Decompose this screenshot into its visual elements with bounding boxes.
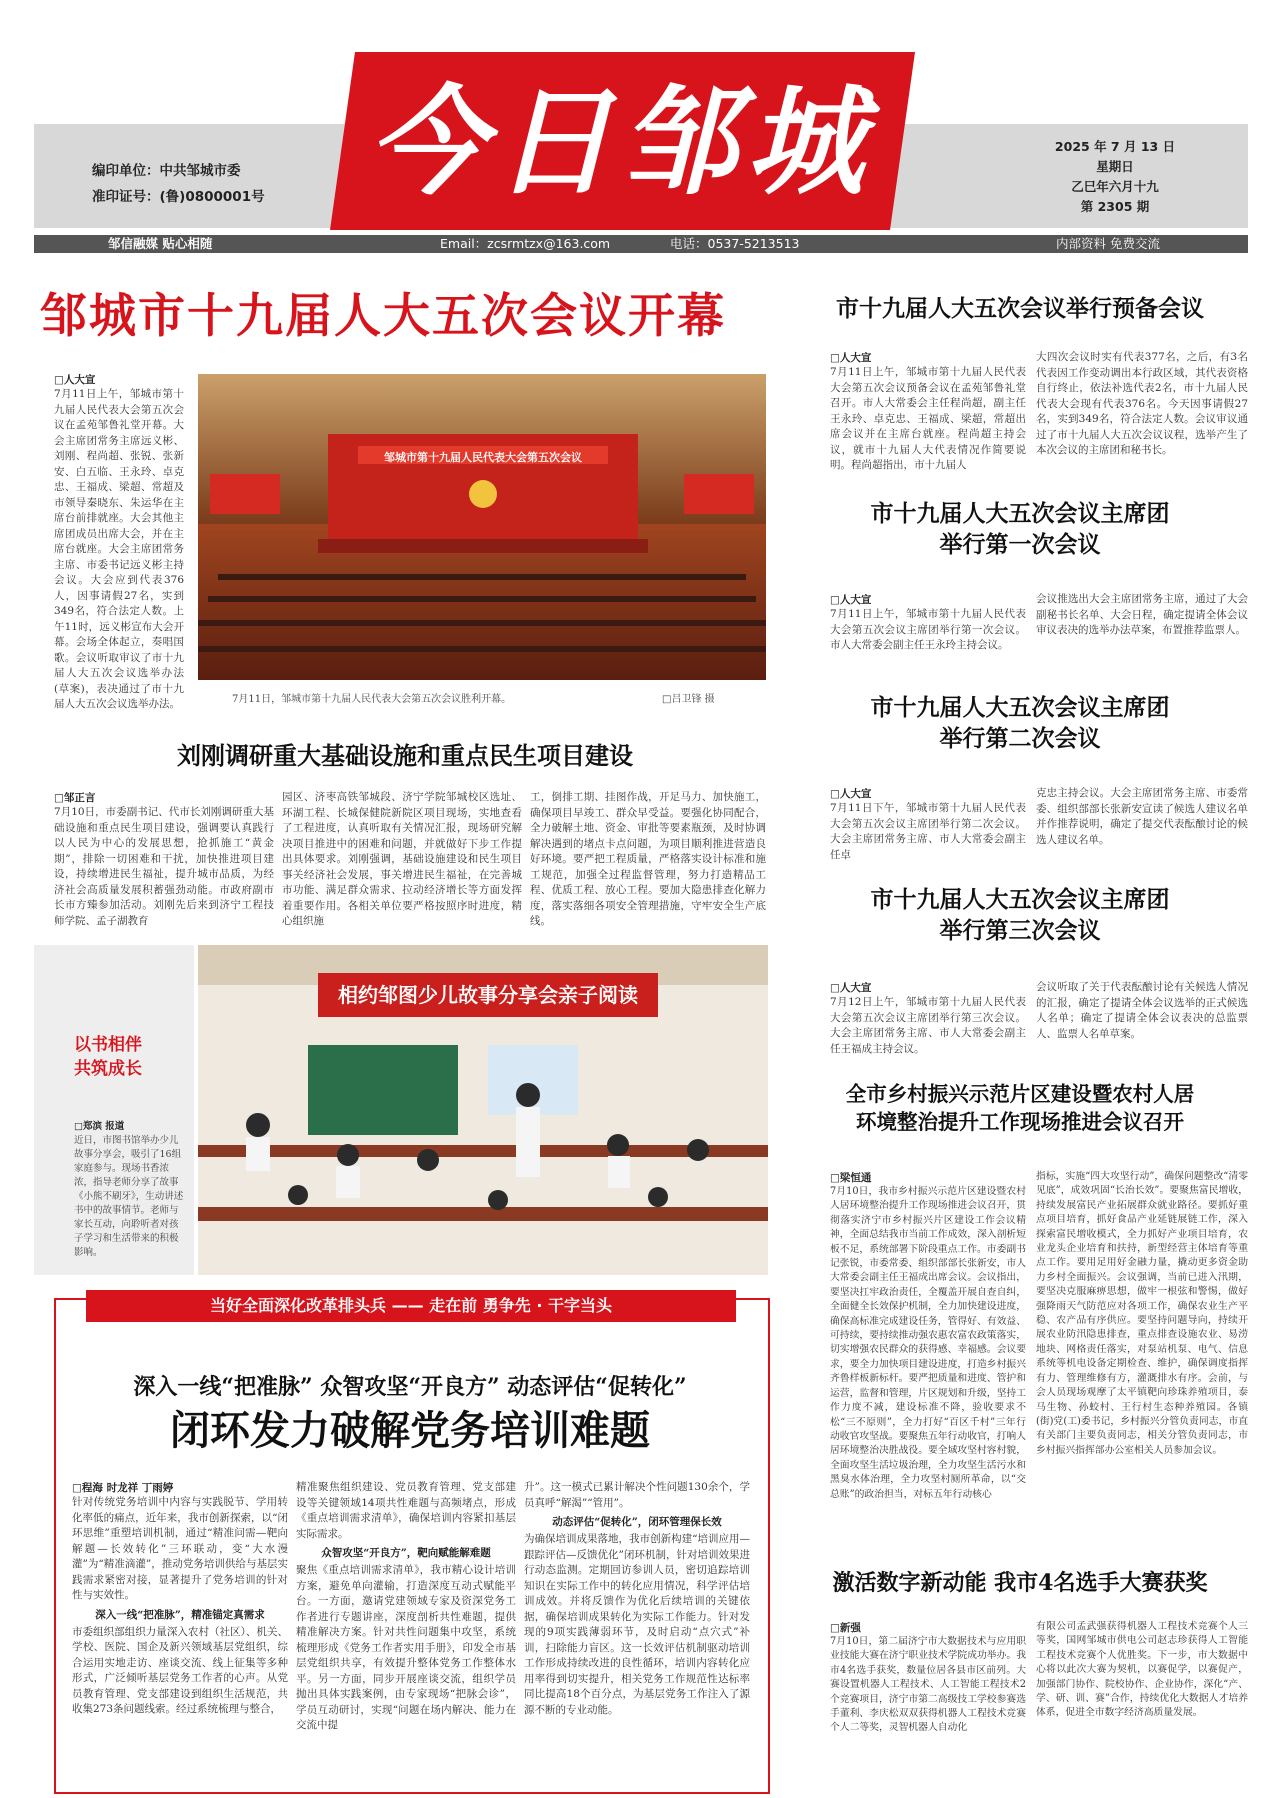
p3-headline: 市十九届人大五次会议主席团 举行第三次会议 — [870, 886, 1170, 944]
data-body-1: 7月10日，第二届济宁市大数据技术与应用职业技能大赛在济宁职业技术学院成功举办。我市4名选手获奖，数量位居各县市区前列。大赛设置机器人工程技术、人工智能工程技术2个竞赛项目，济宁市第二高级技工学校参赛选手董利、李庆松双双获得机器人工程技术竞赛个人二等奖，灵智机器人自动化 — [830, 1636, 1026, 1734]
rural-col1 — [830, 1170, 1026, 1502]
party-body-2b: 聚焦《重点培训需求清单》，我市精心设计培训方案，避免单向灌输，打造深度互动式赋能平台。一方面，邀请党建领域专家及资深党务工作者进行专题讲座，深度剖析共性难题，提供精准解决方案。针对共性问题集中攻坚，系统梳理形成《党务工作者实用手册》，印发全市基层党组织共享，有效提升整体党务工作整体水平。另一方面，同步开展座谈交流，组织学员抛出具体实践案例，由专家现场“把脉会诊”，学员互动研讨，实现“问题在场内解决、能力在交流中提 — [296, 1564, 516, 1731]
reading-title: 以书相伴 共筑成长 — [74, 1035, 142, 1079]
lead-body: 7月11日上午，邹城市第十九届人民代表大会第五次会议在孟苑邹鲁礼堂开幕。大会主席团常务主席远义彬、刘刚、程尚超、张锐、张新安、白五临、王永玲、卓克忠、王福成、梁超、常超及市领导秦晓东、朱运华在主席台前排就座。大会其他主席团成员出席大会，并在主席台就座。大会主席团常务主席、市委书记远义彬主持会议。大会应到代表376人，因事请假27名，实到349名，符合法定人数。上午11时，远义彬宣布大会开幕。会场全体起立，奏唱国歌。会议听取审议了市十九届人大五次会议选举办法(草案)，表决通过了市十九届人大五次会议选举办法。 — [54, 388, 184, 710]
issue-date: 2025 年 7 月 13 日 — [1054, 139, 1176, 154]
p2-body-1: 7月11日下午，邹城市第十九届人民代表大会第五次会议主席团举行第二次会议。大会主席团常务主席、市人大常委会副主任卓 — [830, 802, 1026, 861]
liugang-col1 — [54, 790, 274, 929]
reading-sidebar — [34, 945, 194, 1275]
info-bar — [34, 235, 1248, 253]
reading-photo — [198, 945, 768, 1275]
rural-body-1: 7月10日，我市乡村振兴示范片区建设暨农村人居环境整治提升工作现场推进会议召开，贯彻落实济宁市乡村振兴片区建设工作会议精神，全面总结我市当前工作成效，深入剖析短板不足，系统部署下阶段重点工作。市委副书记张锐，市委常委、组织部部长张新安，市人大常委会副主任王福成出席会议。会议指出，要坚决扛牢政治责任，全覆盖开展自查自纠，全面健全长效保护机制，全力加快建设进度，确保高标准完成建设任务，管得好、有效益、可持续，要持续推动强农惠农富农政策落实，切实增强农民群众的获得感、幸福感。会议要求，要全力加快项目建设进度，打造乡村振兴齐鲁样板新标杆。要严把质量和进度、管护和运营，监督和管理，片区规划和升级，坚持工作力度不减，建设标准不降，验收要求不松“三不原则”，全力打好“百区千村”三年行动收官攻坚战。要聚焦五年行动收官，打响人居环境整治决胜战役。要全域攻坚村容村貌，全面攻坚生活垃圾治理，全力攻坚生活污水和黑臭水体治理，全力攻坚村厕所革命，以“交总账”的政治担当，对标五年行动核心 — [830, 1186, 1026, 1500]
p1-byline: □人大宣 — [830, 594, 872, 606]
p3-col1 — [830, 980, 1026, 1057]
party-body-1b: 市委组织部组织力量深入农村（社区）、机关、学校、医院、国企及新兴领域基层党组织，综合运用实地走访、座谈交流、线上征集等多种形式，广泛倾听基层党务工作者的心声。从党员教育管理、党支部建设到组织生活规范，共收集273条问题线索。经过系统梳理与整合， — [72, 1625, 288, 1715]
info-bar-email: Email：zcsrmtzx@163.com — [440, 236, 611, 251]
party-col3 — [524, 1480, 750, 1718]
reading-article — [74, 1120, 184, 1260]
liugang-body-3: 工，倒排工期、挂图作战，开足马力、加快施工，确保项目早竣工、群众早受益。要强化协同配合，全力破解土地、资金、审批等要素瓶颈，及时协调解决遇到的堵点卡点问题，为项目顺利推进营造良好环境。要严把工程质量，严格落实设计标准和施工规范，加强全过程监督管理，努力打造精品工程、优质工程、放心工程。要加大隐患排查化解力度，落实落细各项安全管理措施，守牢安全生产底线。 — [530, 791, 766, 927]
liugang-body-1: 7月10日，市委副书记、代市长刘刚调研重大基础设施和重点民生项目建设，强调要认真践行以人民为中心的发展思想，抢抓施工“黄金期”，排除一切困难和干扰，加快推进项目建设，持续增进民生福祉，提升城市品质，为经济社会高质量发展积蓄强劲动能。市政府副市长市方臻参加活动。刘刚先后来到济宁工程技师学院、孟子湖教育 — [54, 806, 274, 927]
assembly-hall-illustration — [198, 374, 766, 680]
lead-photo-caption: 7月11日，邹城市第十九届人民代表大会第五次会议胜利开幕。 — [232, 694, 512, 705]
data-headline: 激活数字新动能 我市4名选手大赛获奖 — [832, 1570, 1208, 1596]
lunar-date: 乙巳年六月十九 — [1071, 179, 1159, 194]
p2-headline: 市十九届人大五次会议主席团 举行第二次会议 — [870, 694, 1170, 752]
p2-byline: □人大宣 — [830, 788, 872, 800]
info-bar-slogan: 邹信融媒 贴心相随 — [108, 236, 213, 251]
issue-number: 第 2305 期 — [1080, 199, 1150, 214]
party-col1 — [72, 1480, 288, 1718]
prep-headline: 市十九届人大五次会议举行预备会议 — [836, 295, 1204, 322]
rural-headline: 全市乡村振兴示范片区建设暨农村人居 环境整治提升工作现场推进会议召开 — [845, 1082, 1195, 1134]
masthead-title: 今日邹城 — [367, 72, 872, 211]
reading-byline: □郑滨 报道 — [74, 1121, 125, 1132]
party-subhead: 深入一线“把准脉” 众智攻坚“开良方” 动态评估“促转化” — [133, 1374, 687, 1400]
weekday: 星期日 — [1096, 159, 1134, 174]
lead-article — [54, 372, 184, 713]
reading-photo-banner: 相约邹图少儿故事分享会亲子阅读 — [338, 983, 638, 1007]
rural-byline: □梁恒通 — [830, 1172, 872, 1184]
party-subheading-1: 深入一线“把准脉”，精准锚定真需求 — [95, 1608, 265, 1621]
p1-col1 — [830, 592, 1026, 654]
masthead-right-info — [1050, 137, 1180, 217]
data-byline: □新强 — [830, 1622, 861, 1634]
lead-photo-banner: 邹城市第十九届人民代表大会第五次会议 — [384, 451, 582, 464]
p3-body-1: 7月12日上午，邹城市第十九届人民代表大会第五次会议主席团举行第三次会议。大会主席团常务主席、市人大常委会副主任王福成主持会议。 — [830, 996, 1026, 1055]
liugang-byline: □邹正言 — [54, 792, 96, 804]
party-banner: 当好全面深化改革排头兵 —— 走在前 勇争先 · 干字当头 — [86, 1290, 736, 1322]
party-headline: 闭环发力破解党务培训难题 — [170, 1408, 650, 1454]
data-body-2: 有限公司孟武强获得机器人工程技术竞赛个人三等奖，国网邹城市供电公司赵志珍获得人工智能工程技术竞赛个人优胜奖。下一步，市大数据中心将以此次大赛为契机，以赛促学，以赛促产，加强部门协作、院校协作、企业协作，深化“产、学、研、训、赛”合作，持续优化大数据人才培养体系，促进全市数字经济高质量发展。 — [1036, 1621, 1248, 1719]
prep-col1 — [830, 350, 1026, 474]
party-subheading-2: 众智攻坚“开良方”，靶向赋能解难题 — [321, 1547, 491, 1559]
p3-byline: □人大宣 — [830, 982, 872, 994]
info-bar-note: 内部资料 免费交流 — [1056, 236, 1160, 251]
lead-photographer: □吕卫锋 摄 — [662, 694, 715, 705]
publisher: 编印单位：中共邹城市委 — [92, 163, 241, 179]
lead-byline: □人大宣 — [54, 374, 96, 386]
prep-body-1: 7月11日上午，邹城市第十九届人民代表大会第五次会议预备会议在孟苑邹鲁礼堂召开。市人大常委会主任程尚超，副主任王永玲、卓克忠、王福成、梁超，常超出席会议并在主席台就座。程尚超主持会议，就市十九届人大代表情况作简要说明。程尚超指出，市十九届人 — [830, 366, 1026, 471]
party-body-3b: 为确保培训成果落地，我市创新构建“培训应用—跟踪评估—反馈优化”闭环机制，针对培训效果进行动态监测。定期回访参训人员，密切追踪培训知识在实际工作中的转化应用情况，科学评估培训成效。并将反馈作为优化后续培训的关键依据，确保培训成果转化为实际工作能力。针对发现的9项实践薄弱环节，及时启动“点穴式”补训，扫除能力盲区。这一长效评估机制驱动培训工作形成持续改进的良性循环，培训内容转化应用率得到切实提升，相关党务工作规范性达标率同比提高18个百分点，为基层党务工作注入了源源不断的专业动能。 — [524, 1533, 750, 1716]
p3-body-2: 会议听取了关于代表酝酿讨论有关候选人情况的汇报，确定了提请全体会议选举的正式候选人名单；确定了提请全体会议表决的总监票人、监票人名单草案。 — [1036, 981, 1248, 1040]
party-byline: □程海 时龙祥 丁雨婷 — [72, 1482, 174, 1494]
prep-body-2: 大四次会议时实有代表377名，之后，有3名代表因工作变动调出本行政区域，其代表资格自行终止，依法补选代表2名，市十九届人民代表大会现有代表376名。今天因事请假27名，实到349名，符合法定人数。会议审议通过了市十九届人大五次会议议程，选举产生了本次会议的主席团和秘书长。 — [1036, 351, 1248, 456]
p1-headline: 市十九届人大五次会议主席团 举行第一次会议 — [870, 500, 1170, 558]
party-body-1: 针对传统党务培训中内容与实践脱节、学用转化率低的痛点，近年来，我市创新探索，以“闭环思维”重塑培训机制，通过“精准问需—靶向解题—长效转化”三环联动，变“大水漫灌”为“精准滴灌”，推动党务培训供给与基层实践需求紧密对接，显著提升了党务培训的针对性与实效性。 — [72, 1496, 288, 1601]
party-body-2: 精准聚焦组织建设、党员教育管理、党支部建设等关键领域14项共性难题与高频堵点，形成《重点培训需求清单》，确保培训内容紧扣基层实际需求。 — [296, 1481, 516, 1540]
p1-body-2: 会议推选出大会主席团常务主席，通过了大会副秘书长名单、大会日程，确定提请全体会议审议表决的选举办法草案，布置推荐监票人。 — [1036, 593, 1248, 636]
data-col1 — [830, 1620, 1026, 1736]
lead-photo — [198, 374, 766, 680]
reading-body: 近日，市图书馆举办少儿故事分享会，吸引了16组家庭参与。现场书香浓浓，指导老师分享了故事《小熊不刷牙》，生动讲述书中的故事情节。老师与家长互动，向聆听者对孩子学习和生活带来的积极影响。 — [74, 1135, 184, 1258]
p1-body-1: 7月11日上午，邹城市第十九届人民代表大会第五次会议主席团举行第一次会议。市人大常委会副主任王永玲主持会议。 — [830, 608, 1026, 651]
rural-body-2: 指标，实施“四大攻坚行动”，确保问题整改“清零见底”，成效巩固“长治长效”。要聚焦富民增收，持续发展富民产业拓展群众就业路径。要抓好重点项目培育，抓好食品产业延链展链工作，深入探索富民增收模式，全力抓好产业项目培育，农业龙头企业培育和扶持，新型经营主体培育等重点工作。要用足用好金融力量，撬动更多资金助力乡村全面振兴。会议强调，当前已进入汛期，要坚决克服麻痹思想，做牢一根弦和警惕，做好强降雨天气防范应对各项工作，确保农业生产平稳、农产品有序供应。要坚持问题导向，持续开展农业防汛隐患排查，重点排查设施农业、易涝地块、网格责任落实，对泵站机泵、电气、信息系统等机电设备定期检查、维护，确保调度指挥有力、管理维修有方，灌溉排水有序。会前，与会人员现场观摩了太平镇靶向珍珠养殖项目，泰马生物、孙蛟村、王行村生态种养殖园。各镇(街)党(工)委书记，乡村振兴分管负责同志，市直有关部门主要负责同志，相关分管负责同志，市乡村振兴指挥部办公室相关人员参加会议。 — [1036, 1171, 1248, 1456]
party-col2 — [296, 1480, 516, 1734]
p2-body-2: 克忠主持会议。大会主席团常务主席、市委常委、组织部部长张新安宣读了候选人建议名单并作推荐说明，确定了提交代表酝酿讨论的候选人建议名单。 — [1036, 787, 1248, 846]
party-body-3: 升”。这一模式已累计解决个性问题130余个，学员真呼“解渴”“管用”。 — [524, 1481, 750, 1509]
party-subheading-3: 动态评估“促转化”，闭环管理保长效 — [552, 1516, 722, 1528]
lead-headline: 邹城市十九届人大五次会议开幕 — [40, 289, 726, 344]
p2-col1 — [830, 786, 1026, 863]
info-bar-phone: 电话：0537-5213513 — [670, 236, 800, 251]
liugang-headline: 刘刚调研重大基础设施和重点民生项目建设 — [177, 741, 633, 770]
permit-number: 准印证号：(鲁)0800001号 — [92, 189, 265, 205]
prep-byline: □人大宣 — [830, 352, 872, 364]
masthead-left-info — [92, 158, 265, 210]
liugang-body-2: 园区、济枣高铁邹城段、济宁学院邹城校区选址、环湖工程、长城保健院新院区项目现场，实地查看了工程进度，认真听取有关情况汇报，现场研究解决项目推进中的困难和问题，并就做好下步工作提出具体要求。刘刚强调，基础设施建设和民生项目事关经济社会发展，事关增进民生福祉，在完善城市功能、满足群众需求、拉动经济增长等方面发挥着重要作用。各相关单位要严格按照序时进度，精心组织施 — [282, 791, 522, 927]
